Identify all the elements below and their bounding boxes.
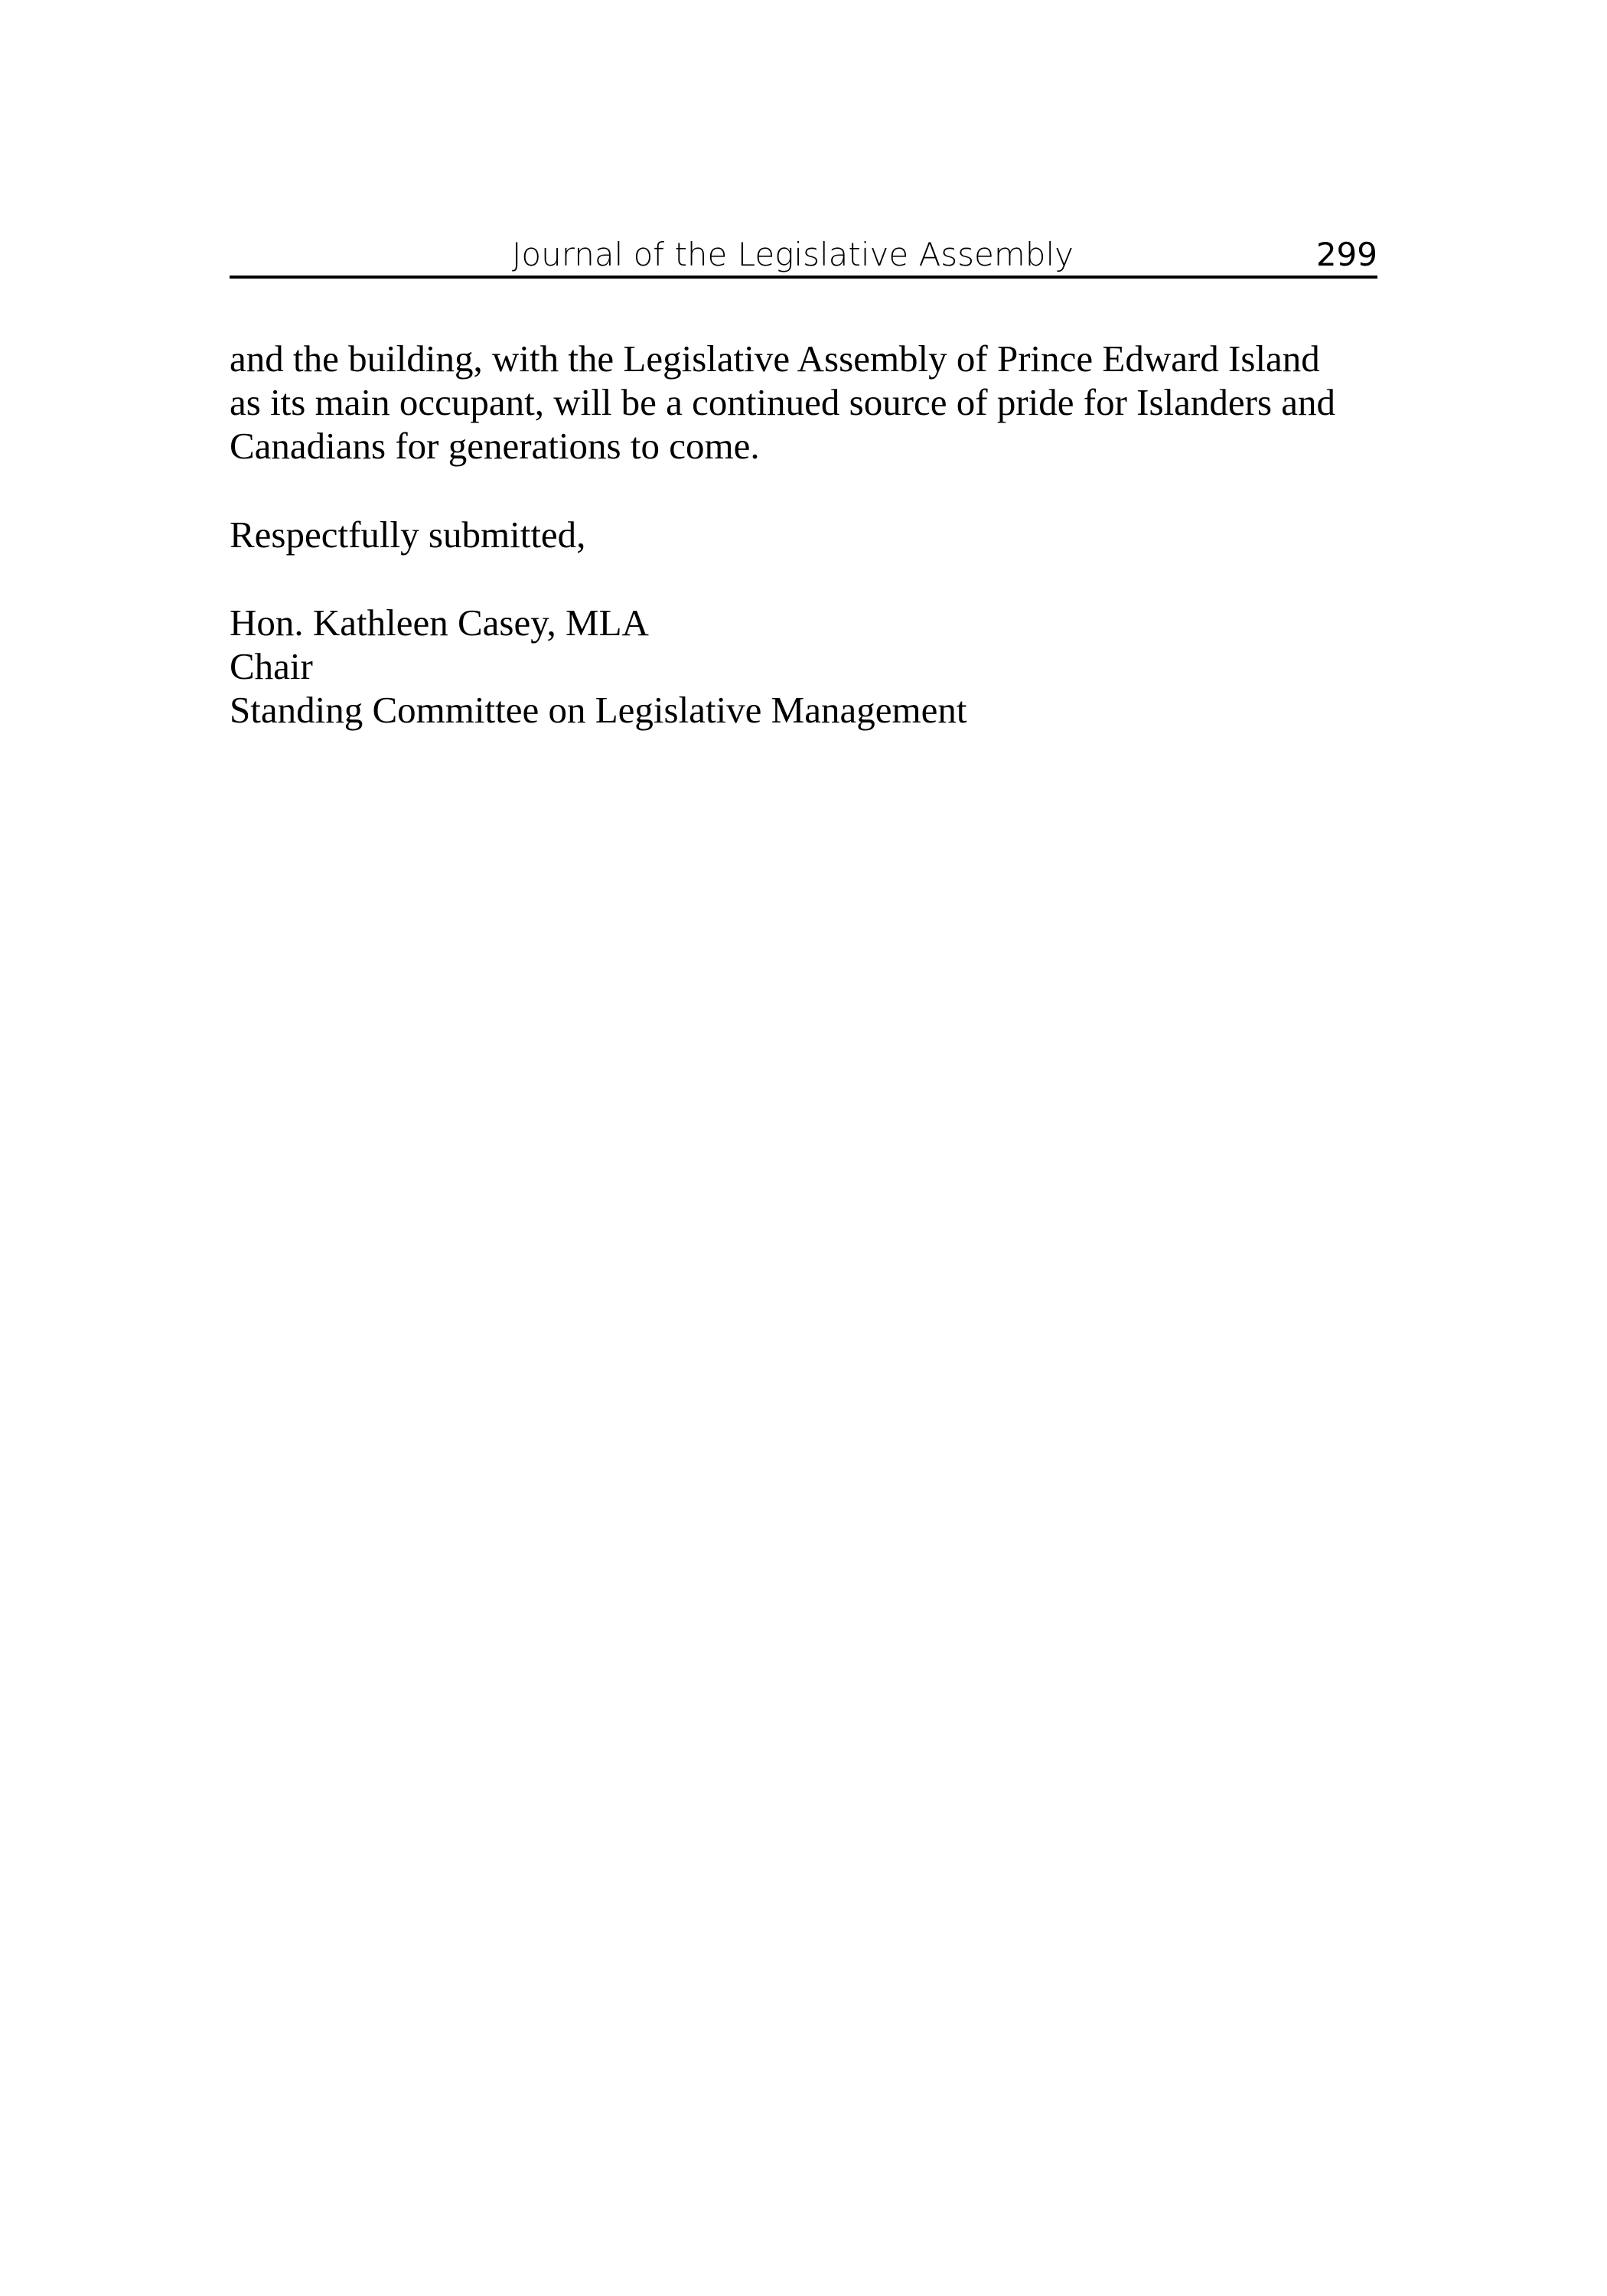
closing — [230, 513, 1393, 556]
committee-name: Standing Committee on Legislative Management — [230, 689, 967, 731]
journal-title: Journal of the Legislative Assembly — [512, 236, 1074, 273]
paragraph-line: Canadians for generations to come. — [230, 425, 760, 467]
paragraph-line: as its main occupant, will be a continued source of pride for Islanders and — [230, 381, 1336, 423]
signatory-name: Hon. Kathleen Casey, MLA — [230, 602, 649, 644]
signature-block — [230, 601, 1393, 732]
running-header — [230, 227, 1377, 279]
signatory-role: Chair — [230, 645, 313, 687]
page-number: 299 — [1315, 236, 1377, 273]
closing-line: Respectfully submitted, — [230, 514, 586, 556]
paragraph-line: and the building, with the Legislative Assembly of Prince Edward Island — [230, 338, 1320, 380]
continued-paragraph — [230, 337, 1393, 468]
